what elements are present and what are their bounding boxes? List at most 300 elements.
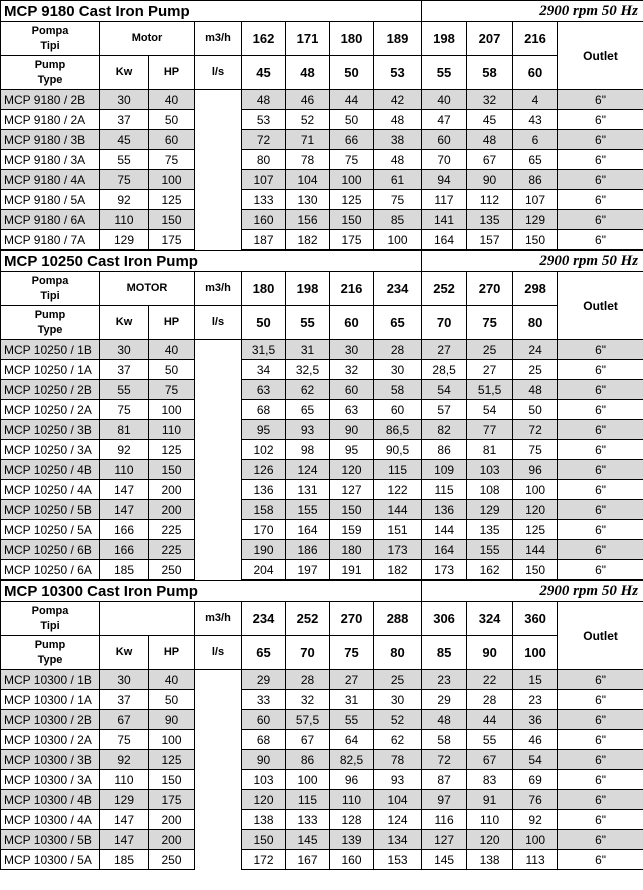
hp-header: HP — [149, 636, 195, 670]
outlet-value: 6" — [558, 770, 643, 790]
head-value: 64 — [330, 730, 374, 750]
flow-ls-value: 70 — [286, 636, 330, 670]
table-row — [1, 340, 643, 360]
head-value: 164 — [422, 230, 467, 250]
head-value: 102 — [242, 440, 286, 460]
flow-m3h-value: 216 — [330, 272, 374, 306]
head-value: 170 — [242, 520, 286, 540]
flow-m3h-value: 234 — [242, 602, 286, 636]
head-value: 128 — [330, 810, 374, 830]
motor-header — [100, 602, 195, 636]
outlet-value: 6" — [558, 340, 643, 360]
head-value: 139 — [330, 830, 374, 850]
flow-ls-value: 65 — [374, 306, 422, 340]
table-row — [1, 520, 643, 540]
head-value: 100 — [330, 170, 374, 190]
pompa-label: Pompa — [31, 274, 69, 287]
blank-cell — [195, 420, 242, 440]
head-value: 32 — [330, 360, 374, 380]
blank-cell — [195, 400, 242, 420]
flow-ls-value: 75 — [330, 636, 374, 670]
table-row — [1, 690, 643, 710]
flow-m3h-value: 360 — [513, 602, 558, 636]
pump-table — [0, 580, 643, 870]
kw-value: 37 — [100, 690, 149, 710]
head-value: 204 — [242, 560, 286, 580]
flow-m3h-value: 270 — [330, 602, 374, 636]
hp-header: HP — [149, 306, 195, 340]
pump-model: MCP 10250 / 3A — [1, 440, 100, 460]
head-value: 127 — [330, 480, 374, 500]
head-value: 144 — [374, 500, 422, 520]
head-value: 120 — [242, 790, 286, 810]
head-value: 160 — [242, 210, 286, 230]
head-value: 51,5 — [467, 380, 513, 400]
outlet-value: 6" — [558, 810, 643, 830]
blank-cell — [195, 360, 242, 380]
head-value: 65 — [286, 400, 330, 420]
head-value: 124 — [374, 810, 422, 830]
head-value: 92 — [513, 810, 558, 830]
head-value: 130 — [286, 190, 330, 210]
head-value: 138 — [242, 810, 286, 830]
flow-m3h-value: 252 — [422, 272, 467, 306]
head-value: 60 — [374, 400, 422, 420]
head-value: 164 — [286, 520, 330, 540]
head-value: 93 — [374, 770, 422, 790]
table-row — [1, 790, 643, 810]
head-value: 107 — [242, 170, 286, 190]
table-row — [1, 190, 643, 210]
head-value: 90 — [467, 170, 513, 190]
flow-ls-value: 55 — [422, 56, 467, 90]
head-value: 150 — [242, 830, 286, 850]
kw-value: 147 — [100, 500, 149, 520]
table-row — [1, 730, 643, 750]
pump-label: Pump — [34, 58, 66, 71]
head-value: 126 — [242, 460, 286, 480]
head-value: 68 — [242, 400, 286, 420]
head-value: 31,5 — [242, 340, 286, 360]
table-row — [1, 420, 643, 440]
blank-cell — [195, 710, 242, 730]
blank-cell — [195, 690, 242, 710]
blank-cell — [195, 670, 242, 690]
head-value: 120 — [467, 830, 513, 850]
flow-m3h-value: 207 — [467, 22, 513, 56]
head-value: 6 — [513, 130, 558, 150]
flow-ls-value: 45 — [242, 56, 286, 90]
pump-label: Pump — [34, 638, 66, 651]
table-row — [1, 130, 643, 150]
head-value: 32 — [286, 690, 330, 710]
head-value: 32 — [467, 90, 513, 110]
head-value: 30 — [374, 360, 422, 380]
hp-value: 100 — [149, 400, 195, 420]
table-row — [1, 360, 643, 380]
pump-model: MCP 10300 / 5B — [1, 830, 100, 850]
table-row — [1, 710, 643, 730]
flow-m3h-header: m3/h — [195, 22, 242, 56]
head-value: 31 — [330, 690, 374, 710]
section-title: MCP 10250 Cast Iron Pump — [1, 251, 422, 272]
motor-header: Motor — [100, 22, 195, 56]
head-value: 70 — [422, 150, 467, 170]
head-value: 150 — [330, 500, 374, 520]
head-value: 86 — [422, 440, 467, 460]
head-value: 110 — [467, 810, 513, 830]
blank-cell — [195, 770, 242, 790]
head-value: 25 — [513, 360, 558, 380]
flow-ls-value: 60 — [330, 306, 374, 340]
head-value: 27 — [467, 360, 513, 380]
blank-cell — [195, 480, 242, 500]
pump-model: MCP 10300 / 3A — [1, 770, 100, 790]
head-value: 61 — [374, 170, 422, 190]
head-value: 34 — [242, 360, 286, 380]
head-value: 23 — [422, 670, 467, 690]
type-label: Type — [37, 323, 63, 336]
head-value: 63 — [330, 400, 374, 420]
kw-value: 30 — [100, 90, 149, 110]
blank-cell — [195, 850, 242, 870]
head-value: 36 — [513, 710, 558, 730]
table-row — [1, 670, 643, 690]
flow-ls-value: 80 — [374, 636, 422, 670]
head-value: 25 — [467, 340, 513, 360]
head-value: 159 — [330, 520, 374, 540]
head-value: 46 — [286, 90, 330, 110]
kw-value: 110 — [100, 460, 149, 480]
speed-label: 2900 rpm 50 Hz — [422, 1, 643, 22]
head-value: 54 — [422, 380, 467, 400]
head-value: 113 — [513, 850, 558, 870]
head-value: 136 — [242, 480, 286, 500]
pump-model: MCP 10250 / 4A — [1, 480, 100, 500]
head-value: 62 — [374, 730, 422, 750]
head-value: 77 — [467, 420, 513, 440]
hp-value: 175 — [149, 790, 195, 810]
kw-value: 30 — [100, 670, 149, 690]
head-value: 57 — [422, 400, 467, 420]
head-value: 38 — [374, 130, 422, 150]
head-value: 96 — [330, 770, 374, 790]
blank-cell — [195, 110, 242, 130]
hp-value: 100 — [149, 170, 195, 190]
blank-cell — [195, 730, 242, 750]
outlet-value: 6" — [558, 480, 643, 500]
head-value: 120 — [513, 500, 558, 520]
hp-value: 50 — [149, 690, 195, 710]
flow-ls-value: 75 — [467, 306, 513, 340]
head-value: 141 — [422, 210, 467, 230]
flow-ls-value: 50 — [330, 56, 374, 90]
blank-cell — [195, 500, 242, 520]
head-value: 48 — [513, 380, 558, 400]
table-row — [1, 380, 643, 400]
hp-value: 150 — [149, 460, 195, 480]
blank-cell — [195, 210, 242, 230]
head-value: 71 — [286, 130, 330, 150]
hp-value: 175 — [149, 230, 195, 250]
outlet-value: 6" — [558, 850, 643, 870]
head-value: 42 — [374, 90, 422, 110]
flow-ls-value: 70 — [422, 306, 467, 340]
head-value: 67 — [467, 150, 513, 170]
head-value: 54 — [467, 400, 513, 420]
outlet-value: 6" — [558, 540, 643, 560]
hp-value: 125 — [149, 190, 195, 210]
table-row — [1, 170, 643, 190]
table-row — [1, 230, 643, 250]
blank-cell — [195, 750, 242, 770]
head-value: 162 — [467, 560, 513, 580]
blank-cell — [195, 230, 242, 250]
flow-ls-value: 100 — [513, 636, 558, 670]
head-value: 108 — [467, 480, 513, 500]
outlet-value: 6" — [558, 690, 643, 710]
head-value: 29 — [422, 690, 467, 710]
pump-table — [0, 250, 643, 580]
head-value: 173 — [374, 540, 422, 560]
head-value: 33 — [242, 690, 286, 710]
head-value: 107 — [513, 190, 558, 210]
hp-value: 200 — [149, 830, 195, 850]
head-value: 158 — [242, 500, 286, 520]
head-value: 30 — [330, 340, 374, 360]
hp-value: 40 — [149, 340, 195, 360]
hp-value: 150 — [149, 210, 195, 230]
flow-m3h-header: m3/h — [195, 272, 242, 306]
head-value: 43 — [513, 110, 558, 130]
outlet-value: 6" — [558, 710, 643, 730]
head-value: 90 — [330, 420, 374, 440]
table-row — [1, 850, 643, 870]
head-value: 28,5 — [422, 360, 467, 380]
outlet-value: 6" — [558, 190, 643, 210]
head-value: 164 — [422, 540, 467, 560]
pump-model: MCP 10250 / 6B — [1, 540, 100, 560]
pump-table — [0, 0, 643, 250]
head-value: 66 — [330, 130, 374, 150]
kw-value: 166 — [100, 540, 149, 560]
hp-value: 225 — [149, 540, 195, 560]
head-value: 86 — [286, 750, 330, 770]
blank-cell — [195, 460, 242, 480]
table-row — [1, 210, 643, 230]
head-value: 62 — [286, 380, 330, 400]
head-value: 191 — [330, 560, 374, 580]
pump-model: MCP 10250 / 3B — [1, 420, 100, 440]
kw-value: 37 — [100, 360, 149, 380]
hp-value: 40 — [149, 90, 195, 110]
pump-type-header-tr — [1, 272, 100, 306]
outlet-value: 6" — [558, 210, 643, 230]
hp-value: 100 — [149, 730, 195, 750]
head-value: 29 — [242, 670, 286, 690]
flow-m3h-value: 324 — [467, 602, 513, 636]
pump-model: MCP 10300 / 2B — [1, 710, 100, 730]
blank-cell — [195, 440, 242, 460]
head-value: 135 — [467, 210, 513, 230]
head-value: 46 — [513, 730, 558, 750]
hp-header: HP — [149, 56, 195, 90]
head-value: 27 — [422, 340, 467, 360]
flow-m3h-value: 171 — [286, 22, 330, 56]
hp-value: 225 — [149, 520, 195, 540]
head-value: 47 — [422, 110, 467, 130]
head-value: 133 — [242, 190, 286, 210]
head-value: 48 — [374, 110, 422, 130]
head-value: 182 — [286, 230, 330, 250]
tipi-label: Tipi — [40, 39, 60, 52]
flow-m3h-value: 252 — [286, 602, 330, 636]
pump-model: MCP 9180 / 3B — [1, 130, 100, 150]
speed-label: 2900 rpm 50 Hz — [422, 251, 643, 272]
head-value: 15 — [513, 670, 558, 690]
outlet-value: 6" — [558, 730, 643, 750]
head-value: 144 — [422, 520, 467, 540]
hp-value: 250 — [149, 560, 195, 580]
head-value: 52 — [286, 110, 330, 130]
head-value: 155 — [286, 500, 330, 520]
hp-value: 200 — [149, 480, 195, 500]
head-value: 103 — [242, 770, 286, 790]
head-value: 54 — [513, 750, 558, 770]
head-value: 129 — [513, 210, 558, 230]
table-row — [1, 750, 643, 770]
kw-value: 67 — [100, 710, 149, 730]
pompa-label: Pompa — [31, 24, 69, 37]
outlet-value: 6" — [558, 500, 643, 520]
table-row — [1, 540, 643, 560]
outlet-value: 6" — [558, 420, 643, 440]
outlet-value: 6" — [558, 170, 643, 190]
hp-value: 125 — [149, 750, 195, 770]
outlet-value: 6" — [558, 400, 643, 420]
outlet-header: Outlet — [558, 272, 643, 340]
kw-value: 129 — [100, 230, 149, 250]
table-row — [1, 770, 643, 790]
table-row — [1, 110, 643, 130]
pump-model: MCP 10300 / 4A — [1, 810, 100, 830]
head-value: 75 — [330, 150, 374, 170]
head-value: 125 — [513, 520, 558, 540]
kw-value: 147 — [100, 810, 149, 830]
head-value: 151 — [374, 520, 422, 540]
section-title: MCP 10300 Cast Iron Pump — [1, 581, 422, 602]
blank-cell — [195, 540, 242, 560]
head-value: 63 — [242, 380, 286, 400]
head-value: 97 — [422, 790, 467, 810]
kw-value: 55 — [100, 380, 149, 400]
kw-value: 75 — [100, 730, 149, 750]
head-value: 24 — [513, 340, 558, 360]
head-value: 115 — [422, 480, 467, 500]
head-value: 160 — [330, 850, 374, 870]
outlet-header: Outlet — [558, 602, 643, 670]
head-value: 155 — [467, 540, 513, 560]
table-row — [1, 150, 643, 170]
flow-m3h-value: 162 — [242, 22, 286, 56]
kw-value: 92 — [100, 440, 149, 460]
blank-cell — [195, 830, 242, 850]
pump-label: Pump — [34, 308, 66, 321]
table-row — [1, 440, 643, 460]
kw-value: 30 — [100, 340, 149, 360]
head-value: 116 — [422, 810, 467, 830]
head-value: 112 — [467, 190, 513, 210]
head-value: 44 — [467, 710, 513, 730]
pump-model: MCP 9180 / 2B — [1, 90, 100, 110]
head-value: 100 — [513, 830, 558, 850]
flow-ls-value: 50 — [242, 306, 286, 340]
pump-model: MCP 10250 / 6A — [1, 560, 100, 580]
flow-ls-value: 65 — [242, 636, 286, 670]
pump-model: MCP 9180 / 3A — [1, 150, 100, 170]
hp-value: 50 — [149, 110, 195, 130]
kw-value: 92 — [100, 190, 149, 210]
pump-type-header-en — [1, 306, 100, 340]
table-row — [1, 810, 643, 830]
blank-cell — [195, 380, 242, 400]
head-value: 157 — [467, 230, 513, 250]
hp-value: 150 — [149, 770, 195, 790]
head-value: 145 — [422, 850, 467, 870]
head-value: 133 — [286, 810, 330, 830]
head-value: 182 — [374, 560, 422, 580]
kw-value: 75 — [100, 400, 149, 420]
pump-model: MCP 10250 / 4B — [1, 460, 100, 480]
head-value: 60 — [330, 380, 374, 400]
head-value: 187 — [242, 230, 286, 250]
head-value: 135 — [467, 520, 513, 540]
hp-value: 110 — [149, 420, 195, 440]
outlet-value: 6" — [558, 90, 643, 110]
head-value: 91 — [467, 790, 513, 810]
flow-m3h-value: 198 — [286, 272, 330, 306]
head-value: 100 — [286, 770, 330, 790]
blank-cell — [195, 520, 242, 540]
type-label: Type — [37, 653, 63, 666]
flow-ls-value: 80 — [513, 306, 558, 340]
blank-cell — [195, 190, 242, 210]
head-value: 109 — [422, 460, 467, 480]
hp-value: 75 — [149, 380, 195, 400]
head-value: 48 — [467, 130, 513, 150]
head-value: 120 — [330, 460, 374, 480]
head-value: 100 — [513, 480, 558, 500]
head-value: 58 — [422, 730, 467, 750]
head-value: 124 — [286, 460, 330, 480]
head-value: 68 — [242, 730, 286, 750]
table-row — [1, 90, 643, 110]
head-value: 90 — [242, 750, 286, 770]
flow-ls-value: 55 — [286, 306, 330, 340]
head-value: 50 — [330, 110, 374, 130]
hp-value: 200 — [149, 810, 195, 830]
pump-model: MCP 9180 / 4A — [1, 170, 100, 190]
head-value: 31 — [286, 340, 330, 360]
head-value: 115 — [286, 790, 330, 810]
table-row — [1, 500, 643, 520]
blank-cell — [195, 170, 242, 190]
head-value: 60 — [422, 130, 467, 150]
outlet-header: Outlet — [558, 22, 643, 90]
pump-model: MCP 9180 / 2A — [1, 110, 100, 130]
head-value: 28 — [467, 690, 513, 710]
outlet-value: 6" — [558, 130, 643, 150]
